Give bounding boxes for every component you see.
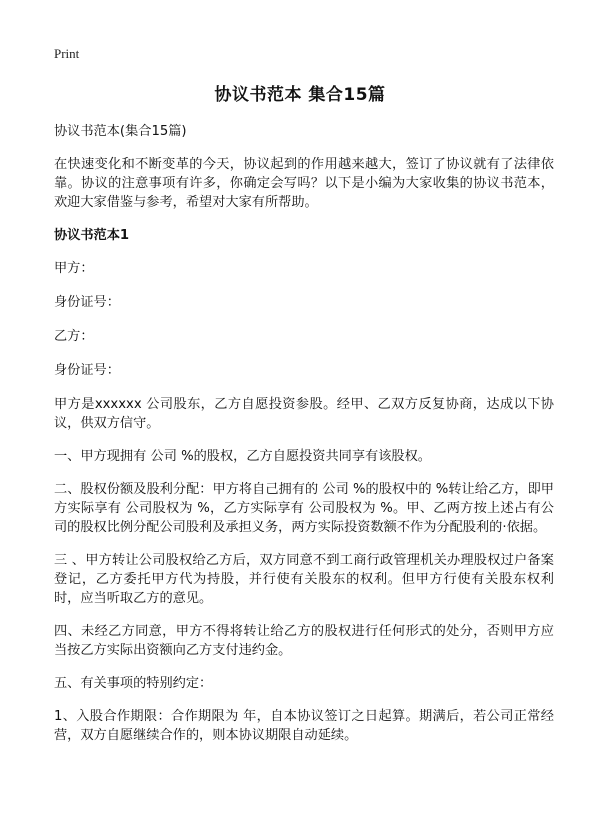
document-body (54, 122, 554, 759)
clause-4-paragraph: 四、未经乙方同意，甲方不得将转让给乙方的股权进行任何形式的处分，否则甲方应当按乙方实际出资额向乙方支付违约金。 (54, 624, 554, 658)
party-a-id-field: 身份证号： (54, 295, 120, 310)
clause-2-paragraph: 二、股权份额及股利分配：甲方将自己拥有的 公司 %的股权中的 %转让给乙方，即甲方实际享有 公司股权为 %，乙方实际享有 公司股权为 %。甲、乙两方按上述占有公司的股权比例分配公司股利及承担义务，两方实际投资数额不作为分配股利的·依据。 (54, 482, 554, 535)
print-label: Print (54, 46, 80, 61)
agreement-paragraph: 甲方是xxxxxx 公司股东，乙方自愿投资参股。经甲、乙双方反复协商，达成以下协议，供双方信守。 (54, 397, 554, 431)
document-title: 协议书范本 集合15篇 (214, 85, 386, 105)
clause-5-heading: 五、有关事项的特别约定： (54, 676, 213, 691)
party-b-id-field: 身份证号： (54, 363, 120, 378)
document-subtitle: 协议书范本(集合15篇) (54, 124, 187, 139)
party-a-field: 甲方： (54, 261, 94, 276)
party-b-field: 乙方： (54, 329, 94, 344)
section-heading: 协议书范本1 (54, 228, 130, 243)
clause-5-1-paragraph: 1、入股合作期限：合作期限为 年，自本协议签订之日起算。期满后，若公司正常经营，双方自愿继续合作的，则本协议期限自动延续。 (54, 709, 554, 743)
intro-paragraph: 在快速变化和不断变革的今天，协议起到的作用越来越大，签订了协议就有了法律依靠。协议的注意事项有许多，你确定会写吗？以下是小编为大家收集的协议书范本，欢迎大家借鉴与参考，希望对大家有所帮助。 (54, 157, 554, 210)
clause-1-paragraph: 一、甲方现拥有 公司 %的股权，乙方自愿投资共同享有该股权。 (54, 449, 431, 464)
clause-3-paragraph: 三 、甲方转让公司股权给乙方后，双方同意不到工商行政管理机关办理股权过户备案登记，乙方委托甲方代为持股，并行使有关股东的权利。但甲方行使有关股东权利时，应当听取乙方的意见。 (54, 553, 554, 606)
